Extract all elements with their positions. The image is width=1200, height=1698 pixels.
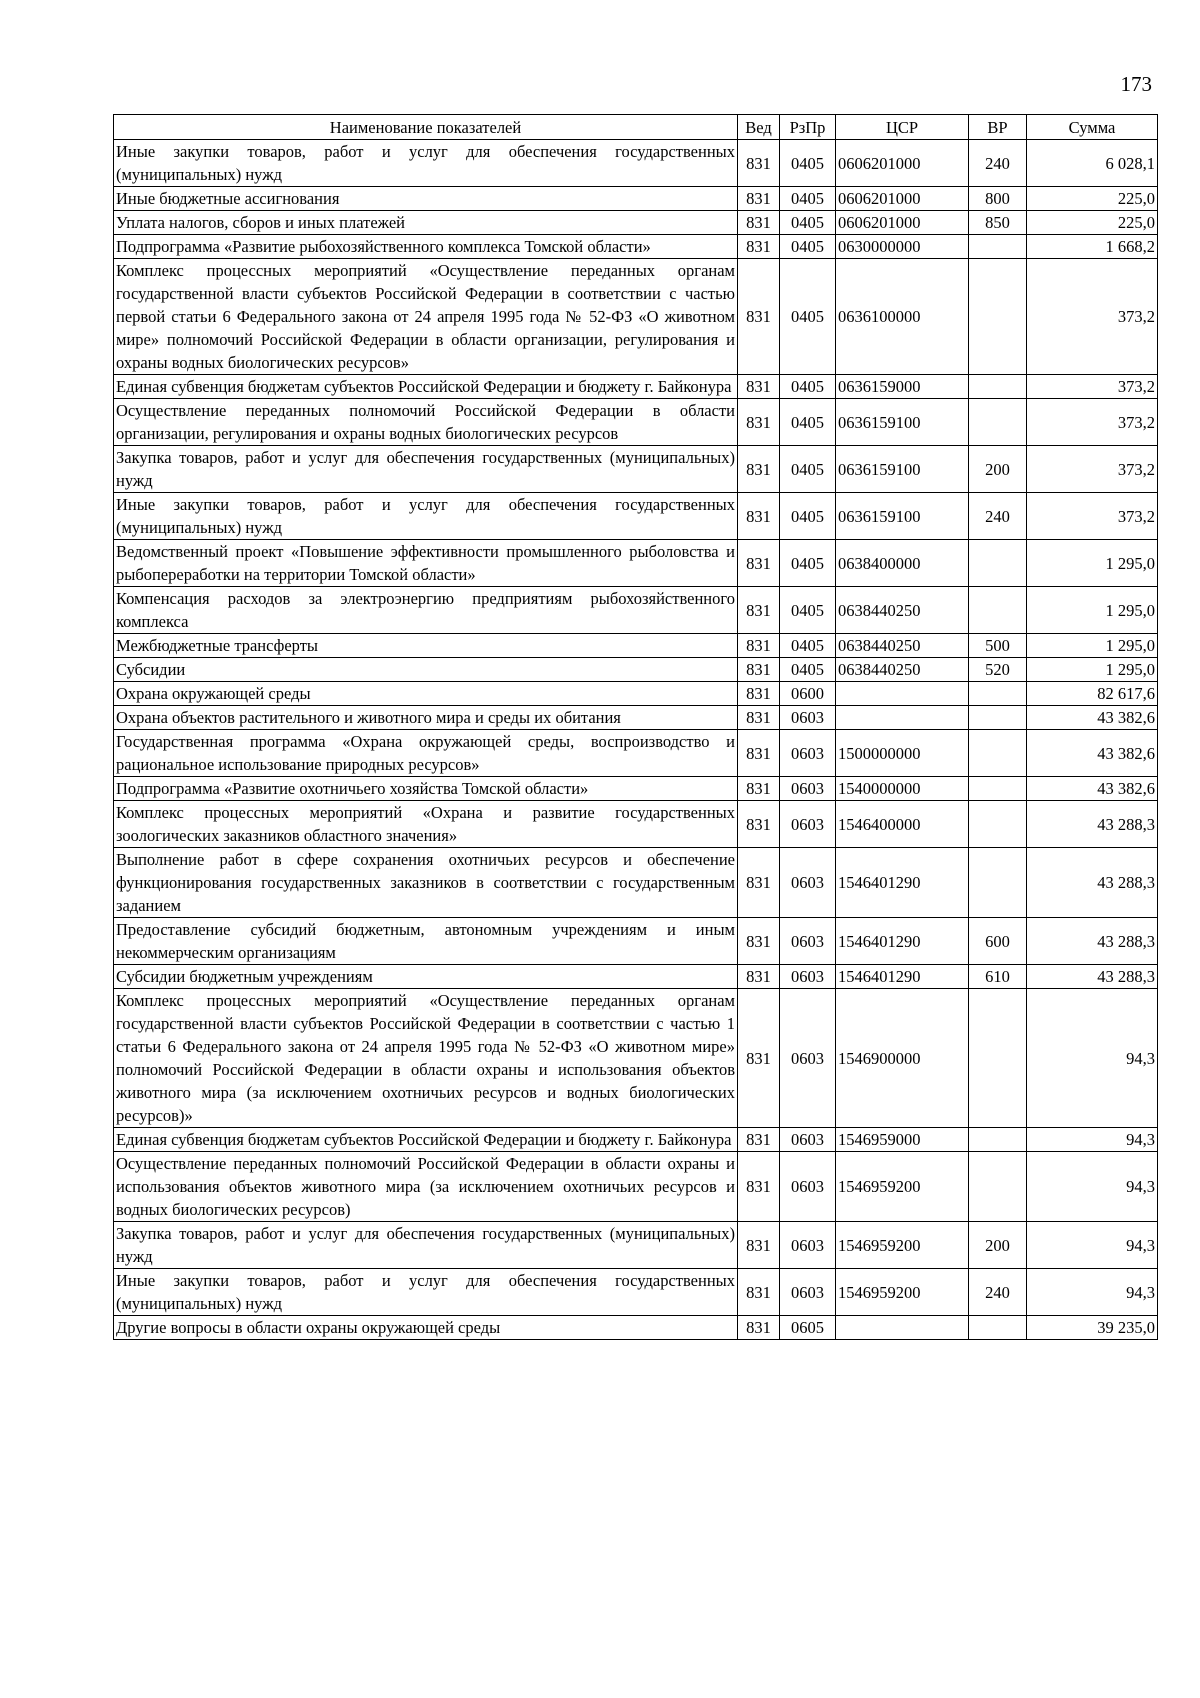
table-row (114, 446, 1158, 493)
cell-rzpr: 0603 (780, 1222, 836, 1269)
cell-ved: 831 (738, 989, 780, 1128)
cell-ved: 831 (738, 140, 780, 187)
cell-name: Комплекс процессных мероприятий «Осуществление переданных органам государственной власти субъектов Российской Федерации в соответствии с частью первой статьи 6 Федерального закона от 24 апреля 1995 года № 52-ФЗ «О животном мире» полномочий Российской Федерации в области организации, регулирования и охраны водных биологических ресурсов» (114, 259, 738, 375)
cell-sum: 1 295,0 (1027, 540, 1158, 587)
table-row (114, 1128, 1158, 1152)
cell-ved: 831 (738, 1128, 780, 1152)
cell-name: Охрана окружающей среды (114, 682, 738, 706)
cell-ved: 831 (738, 706, 780, 730)
cell-vr: 240 (969, 1269, 1027, 1316)
cell-sum: 225,0 (1027, 211, 1158, 235)
cell-name: Иные закупки товаров, работ и услуг для обеспечения государственных (муниципальных) нужд (114, 1269, 738, 1316)
cell-csr: 0636159100 (836, 399, 969, 446)
cell-csr: 1546400000 (836, 801, 969, 848)
cell-ved: 831 (738, 540, 780, 587)
table-row (114, 1316, 1158, 1340)
cell-rzpr: 0603 (780, 1269, 836, 1316)
table-row (114, 540, 1158, 587)
cell-sum: 94,3 (1027, 1269, 1158, 1316)
cell-name: Закупка товаров, работ и услуг для обеспечения государственных (муниципальных) нужд (114, 1222, 738, 1269)
cell-name: Иные закупки товаров, работ и услуг для обеспечения государственных (муниципальных) нужд (114, 493, 738, 540)
cell-name: Осуществление переданных полномочий Российской Федерации в области охраны и использования объектов животного мира (за исключением охотничьих ресурсов и водных биологических ресурсов) (114, 1152, 738, 1222)
cell-ved: 831 (738, 1316, 780, 1340)
cell-vr: 500 (969, 634, 1027, 658)
cell-vr (969, 259, 1027, 375)
cell-ved: 831 (738, 1152, 780, 1222)
cell-name: Комплекс процессных мероприятий «Охрана и развитие государственных зоологических заказников областного значения» (114, 801, 738, 848)
cell-csr: 1546959200 (836, 1269, 969, 1316)
table-row (114, 801, 1158, 848)
cell-vr: 850 (969, 211, 1027, 235)
cell-sum: 43 288,3 (1027, 801, 1158, 848)
cell-sum: 1 295,0 (1027, 634, 1158, 658)
cell-sum: 373,2 (1027, 375, 1158, 399)
cell-ved: 831 (738, 1222, 780, 1269)
cell-rzpr: 0603 (780, 777, 836, 801)
cell-ved: 831 (738, 375, 780, 399)
cell-rzpr: 0605 (780, 1316, 836, 1340)
table-row (114, 730, 1158, 777)
cell-csr: 1540000000 (836, 777, 969, 801)
table-row (114, 1222, 1158, 1269)
table-row (114, 1269, 1158, 1316)
cell-ved: 831 (738, 634, 780, 658)
cell-sum: 94,3 (1027, 1152, 1158, 1222)
table-row (114, 777, 1158, 801)
cell-sum: 94,3 (1027, 1128, 1158, 1152)
cell-name: Подпрограмма «Развитие рыбохозяйственного комплекса Томской области» (114, 235, 738, 259)
cell-name: Ведомственный проект «Повышение эффективности промышленного рыболовства и рыбопереработки на территории Томской области» (114, 540, 738, 587)
cell-csr: 0638440250 (836, 587, 969, 634)
cell-vr: 600 (969, 918, 1027, 965)
cell-vr (969, 587, 1027, 634)
cell-rzpr: 0603 (780, 848, 836, 918)
cell-name: Иные бюджетные ассигнования (114, 187, 738, 211)
cell-name: Компенсация расходов за электроэнергию предприятиям рыбохозяйственного комплекса (114, 587, 738, 634)
header-vr: ВР (969, 115, 1027, 140)
cell-name: Государственная программа «Охрана окружающей среды, воспроизводство и рациональное использование природных ресурсов» (114, 730, 738, 777)
cell-csr: 0606201000 (836, 211, 969, 235)
cell-sum: 1 295,0 (1027, 658, 1158, 682)
cell-vr (969, 1316, 1027, 1340)
cell-sum: 43 288,3 (1027, 918, 1158, 965)
cell-csr (836, 706, 969, 730)
cell-vr (969, 540, 1027, 587)
table-row (114, 140, 1158, 187)
table-row (114, 848, 1158, 918)
cell-vr (969, 801, 1027, 848)
cell-sum: 82 617,6 (1027, 682, 1158, 706)
header-csr: ЦСР (836, 115, 969, 140)
cell-csr: 1546401290 (836, 918, 969, 965)
cell-ved: 831 (738, 259, 780, 375)
table-row (114, 399, 1158, 446)
cell-csr: 1546959200 (836, 1152, 969, 1222)
cell-csr (836, 1316, 969, 1340)
cell-rzpr: 0405 (780, 540, 836, 587)
cell-name: Другие вопросы в области охраны окружающей среды (114, 1316, 738, 1340)
table-row (114, 493, 1158, 540)
cell-vr: 610 (969, 965, 1027, 989)
cell-ved: 831 (738, 777, 780, 801)
cell-rzpr: 0405 (780, 587, 836, 634)
cell-ved: 831 (738, 587, 780, 634)
cell-rzpr: 0603 (780, 918, 836, 965)
cell-sum: 43 382,6 (1027, 777, 1158, 801)
cell-rzpr: 0600 (780, 682, 836, 706)
cell-name: Закупка товаров, работ и услуг для обеспечения государственных (муниципальных) нужд (114, 446, 738, 493)
table-row (114, 989, 1158, 1128)
cell-ved: 831 (738, 187, 780, 211)
cell-name: Иные закупки товаров, работ и услуг для обеспечения государственных (муниципальных) нужд (114, 140, 738, 187)
cell-vr (969, 1128, 1027, 1152)
table-row (114, 706, 1158, 730)
cell-rzpr: 0405 (780, 375, 836, 399)
table-row (114, 187, 1158, 211)
cell-vr: 800 (969, 187, 1027, 211)
cell-sum: 1 668,2 (1027, 235, 1158, 259)
cell-name: Субсидии (114, 658, 738, 682)
cell-rzpr: 0405 (780, 211, 836, 235)
cell-sum: 373,2 (1027, 259, 1158, 375)
cell-name: Единая субвенция бюджетам субъектов Российской Федерации и бюджету г. Байконура (114, 1128, 738, 1152)
cell-ved: 831 (738, 801, 780, 848)
header-sum: Сумма (1027, 115, 1158, 140)
cell-vr (969, 848, 1027, 918)
cell-vr: 240 (969, 140, 1027, 187)
table-row (114, 682, 1158, 706)
cell-rzpr: 0405 (780, 658, 836, 682)
cell-ved: 831 (738, 493, 780, 540)
cell-csr: 0638440250 (836, 634, 969, 658)
cell-rzpr: 0603 (780, 1128, 836, 1152)
cell-csr: 0636100000 (836, 259, 969, 375)
cell-csr: 1546401290 (836, 848, 969, 918)
cell-sum: 94,3 (1027, 989, 1158, 1128)
cell-name: Выполнение работ в сфере сохранения охотничьих ресурсов и обеспечение функционирования государственных заказников в соответствии с государственным заданием (114, 848, 738, 918)
cell-rzpr: 0603 (780, 989, 836, 1128)
cell-rzpr: 0405 (780, 446, 836, 493)
cell-ved: 831 (738, 658, 780, 682)
table-row (114, 658, 1158, 682)
cell-csr: 0630000000 (836, 235, 969, 259)
cell-ved: 831 (738, 399, 780, 446)
cell-sum: 39 235,0 (1027, 1316, 1158, 1340)
cell-csr: 0636159100 (836, 493, 969, 540)
cell-sum: 43 288,3 (1027, 848, 1158, 918)
cell-rzpr: 0603 (780, 801, 836, 848)
cell-vr (969, 730, 1027, 777)
cell-csr (836, 682, 969, 706)
page-number: 173 (1120, 72, 1152, 96)
cell-rzpr: 0405 (780, 140, 836, 187)
cell-csr: 0606201000 (836, 187, 969, 211)
cell-csr: 0636159000 (836, 375, 969, 399)
cell-rzpr: 0405 (780, 259, 836, 375)
table-row (114, 634, 1158, 658)
cell-vr (969, 777, 1027, 801)
cell-sum: 373,2 (1027, 493, 1158, 540)
cell-ved: 831 (738, 682, 780, 706)
cell-rzpr: 0603 (780, 965, 836, 989)
budget-table (113, 114, 1158, 1340)
cell-vr (969, 1152, 1027, 1222)
cell-vr (969, 682, 1027, 706)
cell-ved: 831 (738, 235, 780, 259)
cell-ved: 831 (738, 965, 780, 989)
cell-csr: 0638400000 (836, 540, 969, 587)
cell-vr (969, 375, 1027, 399)
cell-ved: 831 (738, 918, 780, 965)
cell-sum: 43 382,6 (1027, 706, 1158, 730)
cell-vr (969, 706, 1027, 730)
cell-csr: 1546900000 (836, 989, 969, 1128)
cell-csr: 0636159100 (836, 446, 969, 493)
cell-csr: 1546959000 (836, 1128, 969, 1152)
table-body (114, 140, 1158, 1340)
cell-sum: 373,2 (1027, 399, 1158, 446)
cell-vr: 200 (969, 1222, 1027, 1269)
cell-ved: 831 (738, 446, 780, 493)
cell-csr: 0638440250 (836, 658, 969, 682)
cell-vr (969, 235, 1027, 259)
cell-sum: 43 288,3 (1027, 965, 1158, 989)
cell-vr: 520 (969, 658, 1027, 682)
cell-ved: 831 (738, 730, 780, 777)
cell-name: Предоставление субсидий бюджетным, автономным учреждениям и иным некоммерческим организациям (114, 918, 738, 965)
table-row (114, 235, 1158, 259)
cell-rzpr: 0603 (780, 730, 836, 777)
cell-rzpr: 0405 (780, 399, 836, 446)
cell-sum: 1 295,0 (1027, 587, 1158, 634)
cell-csr: 1546959200 (836, 1222, 969, 1269)
cell-sum: 225,0 (1027, 187, 1158, 211)
cell-csr: 0606201000 (836, 140, 969, 187)
table-row (114, 587, 1158, 634)
header-ved: Вед (738, 115, 780, 140)
table-row (114, 259, 1158, 375)
cell-vr: 200 (969, 446, 1027, 493)
cell-vr: 240 (969, 493, 1027, 540)
table-row (114, 375, 1158, 399)
cell-ved: 831 (738, 848, 780, 918)
cell-csr: 1500000000 (836, 730, 969, 777)
cell-name: Подпрограмма «Развитие охотничьего хозяйства Томской области» (114, 777, 738, 801)
cell-sum: 373,2 (1027, 446, 1158, 493)
header-rzpr: РзПр (780, 115, 836, 140)
table-header-row (114, 115, 1158, 140)
cell-name: Охрана объектов растительного и животного мира и среды их обитания (114, 706, 738, 730)
cell-rzpr: 0405 (780, 493, 836, 540)
cell-sum: 94,3 (1027, 1222, 1158, 1269)
cell-name: Субсидии бюджетным учреждениям (114, 965, 738, 989)
cell-vr (969, 989, 1027, 1128)
header-name: Наименование показателей (114, 115, 738, 140)
cell-name: Комплекс процессных мероприятий «Осуществление переданных органам государственной власти субъектов Российской Федерации в соответствии с частью 1 статьи 6 Федерального закона от 24 апреля 1995 года № 52-ФЗ «О животном мире» полномочий Российской Федерации в области охраны и использования объектов животного мира (за исключением охотничьих ресурсов и водных биологических ресурсов)» (114, 989, 738, 1128)
cell-name: Уплата налогов, сборов и иных платежей (114, 211, 738, 235)
cell-name: Межбюджетные трансферты (114, 634, 738, 658)
cell-rzpr: 0405 (780, 187, 836, 211)
cell-vr (969, 399, 1027, 446)
cell-rzpr: 0603 (780, 706, 836, 730)
cell-name: Единая субвенция бюджетам субъектов Российской Федерации и бюджету г. Байконура (114, 375, 738, 399)
cell-rzpr: 0405 (780, 235, 836, 259)
cell-rzpr: 0405 (780, 634, 836, 658)
cell-ved: 831 (738, 211, 780, 235)
cell-csr: 1546401290 (836, 965, 969, 989)
cell-sum: 6 028,1 (1027, 140, 1158, 187)
table-row (114, 965, 1158, 989)
cell-rzpr: 0603 (780, 1152, 836, 1222)
cell-sum: 43 382,6 (1027, 730, 1158, 777)
table-row (114, 1152, 1158, 1222)
cell-ved: 831 (738, 1269, 780, 1316)
table-row (114, 211, 1158, 235)
table-row (114, 918, 1158, 965)
cell-name: Осуществление переданных полномочий Российской Федерации в области организации, регулирования и охраны водных биологических ресурсов (114, 399, 738, 446)
